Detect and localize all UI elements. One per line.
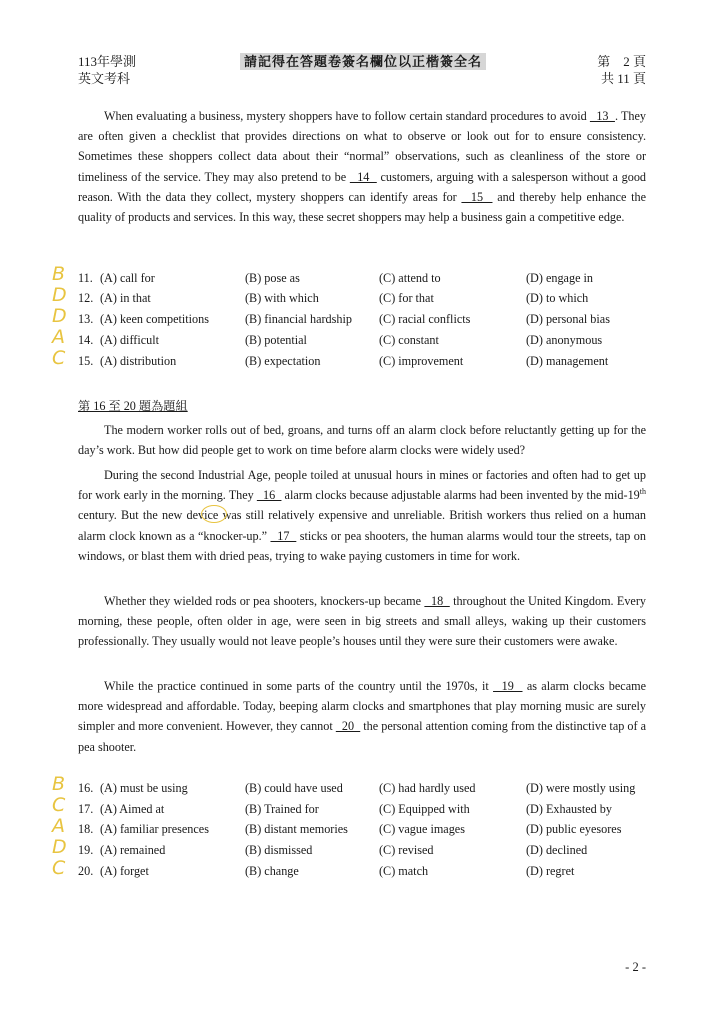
passage-knockers-up-history — [78, 465, 646, 566]
handwritten-answer-14: A — [52, 326, 65, 348]
blank-20: 20 — [335, 719, 361, 734]
blank-19: 19 — [493, 679, 523, 693]
question-15 — [78, 351, 658, 371]
option-a: (A) distribution — [100, 354, 177, 368]
blank-15: 15 — [461, 189, 493, 204]
question-12 — [78, 288, 658, 308]
question-number: 16. — [78, 781, 94, 795]
option-a: (A) remained — [100, 843, 166, 857]
option-b: (B) change — [245, 864, 299, 878]
text: alarm clocks because adjustable alarms had been invented by the mid-19 — [281, 488, 640, 503]
handwritten-answer-15: C — [52, 347, 66, 369]
superscript: th — [639, 487, 646, 497]
blank-16: 16 — [256, 488, 282, 503]
passage-mystery-shoppers — [78, 106, 646, 227]
option-d: (D) regret — [526, 864, 575, 878]
signature-notice: 請記得在答題卷簽名欄位以正楷簽全名 — [240, 53, 486, 70]
header-right — [597, 53, 646, 87]
option-b: (B) pose as — [245, 271, 300, 285]
handwritten-answer-12: D — [52, 284, 67, 306]
question-number: 18. — [78, 822, 94, 836]
option-a: (A) keen competitions — [100, 312, 209, 326]
handwritten-answer-16: B — [52, 773, 66, 795]
option-b: (B) distant memories — [245, 822, 348, 836]
option-d: (D) public eyesores — [526, 822, 622, 836]
question-19 — [78, 840, 658, 860]
handwritten-answer-20: C — [52, 857, 66, 879]
question-number: 20. — [78, 864, 94, 878]
blank-13: 13 — [589, 109, 615, 123]
option-a: (A) forget — [100, 864, 149, 878]
option-c: (C) racial conflicts — [379, 312, 471, 326]
text: Whether they wielded rods or pea shooters, knockers-up became — [104, 594, 425, 608]
text: customers, arguing with a salesperson without a good reason. With the data they collect, mystery shoppers can identify areas for — [78, 169, 647, 204]
question-20 — [78, 861, 658, 881]
text: century. But the new device was still relatively expensive and unreliable. British workers thus relied on a human alarm clock known as a “knocker-up.” — [78, 508, 646, 543]
passage-knockers-up-spread — [78, 591, 646, 652]
option-d: (D) were mostly using — [526, 781, 636, 795]
option-c: (C) had hardly used — [379, 781, 476, 795]
option-d: (D) engage in — [526, 271, 594, 285]
group-title: 第 16 至 20 題為題組 — [78, 399, 188, 413]
blank-14: 14 — [349, 169, 377, 184]
question-number: 13. — [78, 312, 94, 326]
handwritten-answer-19: D — [52, 836, 67, 858]
text: and thereby help enhance the quality of products and services. In this way, these secret shoppers may help a business gain a competitive edge. — [78, 189, 646, 225]
question-14 — [78, 330, 658, 350]
option-a: (A) call for — [100, 271, 155, 285]
option-b: (B) potential — [245, 333, 307, 347]
option-d: (D) personal bias — [526, 312, 610, 326]
subject: 英文考科 — [78, 71, 131, 86]
page-footer: - 2 - — [625, 960, 646, 974]
option-b: (B) financial hardship — [245, 312, 352, 326]
total-pages: 共 11 頁 — [600, 71, 646, 86]
text: When evaluating a business, mystery shoppers have to follow certain standard procedures to avoid — [104, 109, 590, 123]
question-number: 12. — [78, 291, 94, 305]
text: as alarm clocks became more widespread and affordable. Today, beeping alarm clocks and smartphones that play morning music are surely simpler and more convenient. However, they cannot — [78, 679, 647, 734]
option-b: (B) expectation — [245, 354, 321, 368]
text: During the second Industrial Age, people toiled at unusual hours in mines or factories and often had to get up for work early in the morning. They — [78, 468, 646, 503]
option-c: (C) Equipped with — [379, 802, 470, 816]
question-number: 14. — [78, 333, 94, 347]
header-left — [78, 53, 136, 87]
option-d: (D) Exhausted by — [526, 802, 612, 816]
option-c: (C) improvement — [379, 354, 464, 368]
text: throughout the United Kingdom. Every morning, these people, often older in age, were seen in big streets and small alleys, waking up their customers professionally. They usually would not leave people’s houses until they were sure their customers were awake. — [78, 594, 646, 649]
page-number: 第 2 頁 — [597, 54, 646, 69]
text: The modern worker rolls out of bed, groans, and turns off an alarm clock before reluctantly getting up for the day’s work. But how did people get to work on time before alarm clocks were widely used? — [78, 423, 646, 458]
option-c: (C) constant — [379, 333, 439, 347]
option-a: (A) difficult — [100, 333, 160, 347]
option-b: (B) Trained for — [245, 802, 319, 816]
question-16 — [78, 778, 658, 798]
circle-annotation — [201, 505, 227, 523]
handwritten-answer-11: B — [52, 263, 66, 285]
option-b: (B) dismissed — [245, 843, 313, 857]
option-c: (C) match — [379, 864, 429, 878]
option-d: (D) declined — [526, 843, 588, 857]
question-number: 11. — [78, 271, 93, 285]
option-c: (C) vague images — [379, 822, 465, 836]
option-a: (A) in that — [100, 291, 151, 305]
question-number: 19. — [78, 843, 94, 857]
blank-17: 17 — [270, 528, 297, 543]
option-a: (A) Aimed at — [100, 802, 165, 816]
option-c: (C) for that — [379, 291, 434, 305]
passage-knockers-up-intro — [78, 420, 646, 460]
handwritten-answer-17: C — [52, 794, 66, 816]
text: . They are often given a checklist that provides directions on what to observe or look out for to ensure consistency. Sometimes these shoppers collect data about their “normal” observations, such as cleanliness of the store or timeliness of the service. They may also pretend to be — [78, 109, 647, 184]
handwritten-answer-18: A — [52, 815, 65, 837]
question-18 — [78, 819, 658, 839]
option-b: (B) with which — [245, 291, 319, 305]
option-c: (C) attend to — [379, 271, 441, 285]
option-a: (A) must be using — [100, 781, 188, 795]
question-number: 17. — [78, 802, 94, 816]
exam-year: 113年學測 — [78, 54, 137, 69]
passage-knockers-up-decline — [78, 676, 646, 757]
option-a: (A) familiar presences — [100, 822, 209, 836]
option-d: (D) to which — [526, 291, 589, 305]
text: the personal attention coming from the distinctive tap of a pea shooter. — [78, 719, 646, 754]
option-c: (C) revised — [379, 843, 434, 857]
handwritten-answer-13: D — [52, 305, 67, 327]
text: sticks or pea shooters, the human alarms would tour the streets, tap on windows, or blast them with dried peas, trying to wake paying customers in time for work. — [78, 528, 646, 563]
option-d: (D) management — [526, 354, 609, 368]
question-11 — [78, 268, 658, 288]
blank-18: 18 — [424, 594, 450, 608]
question-17 — [78, 799, 658, 819]
question-13 — [78, 309, 658, 329]
question-number: 15. — [78, 354, 94, 368]
text: While the practice continued in some parts of the country until the 1970s, it — [104, 679, 494, 693]
option-d: (D) anonymous — [526, 333, 603, 347]
option-b: (B) could have used — [245, 781, 343, 795]
